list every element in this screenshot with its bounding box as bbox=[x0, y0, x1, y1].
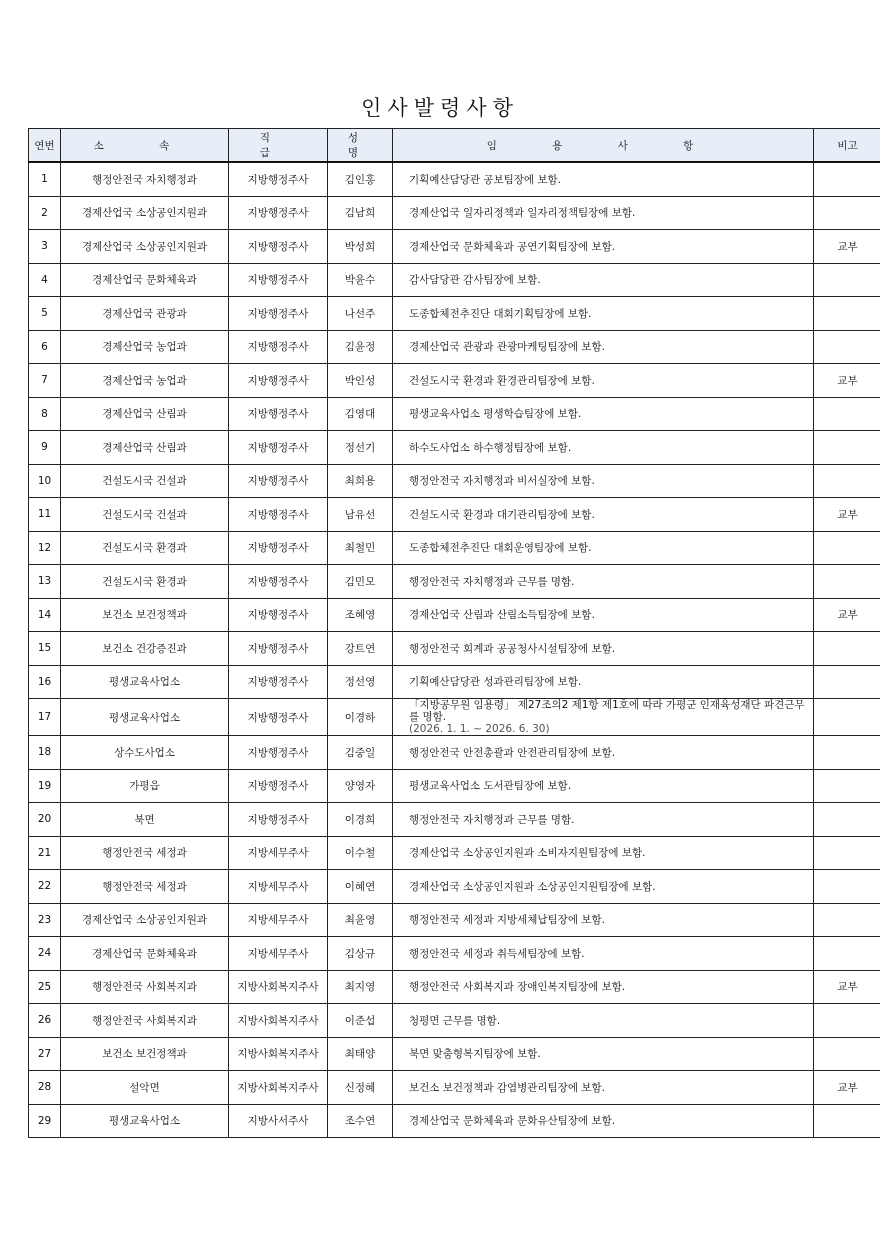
cell-appointment bbox=[393, 870, 814, 904]
cell-appointment bbox=[393, 196, 814, 230]
cell-rank: 지방행정주사 bbox=[229, 665, 328, 699]
cell-note bbox=[814, 531, 880, 565]
table-body bbox=[29, 162, 880, 1138]
cell-num: 19 bbox=[29, 769, 61, 803]
cell-note bbox=[814, 431, 880, 465]
cell-note: 교부 bbox=[814, 1071, 880, 1105]
table-row bbox=[29, 230, 880, 264]
cell-num: 22 bbox=[29, 870, 61, 904]
cell-num: 7 bbox=[29, 364, 61, 398]
cell-name: 최철민 bbox=[328, 531, 393, 565]
cell-dept: 건설도시국 건설과 bbox=[61, 464, 229, 498]
cell-name: 최희용 bbox=[328, 464, 393, 498]
cell-name: 신정혜 bbox=[328, 1071, 393, 1105]
cell-rank: 지방행정주사 bbox=[229, 330, 328, 364]
table-row bbox=[29, 162, 880, 196]
cell-name: 박인성 bbox=[328, 364, 393, 398]
cell-num: 16 bbox=[29, 665, 61, 699]
table-row bbox=[29, 431, 880, 465]
appointment-text: 행정안전국 세정과 지방세체납팀장에 보함. bbox=[409, 914, 605, 927]
cell-num: 24 bbox=[29, 937, 61, 971]
appointment-text: 경제산업국 일자리정책과 일자리정책팀장에 보함. bbox=[409, 207, 636, 220]
cell-note bbox=[814, 870, 880, 904]
appointment-text: 청평면 근무를 명함. bbox=[409, 1014, 501, 1027]
cell-num: 4 bbox=[29, 263, 61, 297]
cell-rank: 지방세무주사 bbox=[229, 870, 328, 904]
appointment-text: 경제산업국 관광과 관광마케팅팀장에 보함. bbox=[409, 341, 605, 354]
cell-rank: 지방사회복지주사 bbox=[229, 1004, 328, 1038]
cell-name: 김윤정 bbox=[328, 330, 393, 364]
cell-num: 9 bbox=[29, 431, 61, 465]
cell-name: 김중일 bbox=[328, 736, 393, 770]
appointment-text: 경제산업국 소상공인지원과 소비자지원팀장에 보함. bbox=[409, 847, 646, 860]
cell-appointment bbox=[393, 364, 814, 398]
appointment-text: 도종합체전추진단 대회기획팀장에 보함. bbox=[409, 307, 592, 320]
cell-rank: 지방행정주사 bbox=[229, 498, 328, 532]
cell-dept: 경제산업국 문화체육과 bbox=[61, 263, 229, 297]
table-row bbox=[29, 196, 880, 230]
cell-name: 조혜영 bbox=[328, 598, 393, 632]
cell-dept: 북면 bbox=[61, 803, 229, 837]
cell-appointment bbox=[393, 836, 814, 870]
table-row bbox=[29, 632, 880, 666]
cell-num: 3 bbox=[29, 230, 61, 264]
header-appointment: 임 용 사 항 bbox=[393, 129, 814, 163]
cell-rank: 지방행정주사 bbox=[229, 263, 328, 297]
appointment-text: 건설도시국 환경과 대기관리팀장에 보함. bbox=[409, 508, 595, 521]
table-row bbox=[29, 1071, 880, 1105]
cell-rank: 지방행정주사 bbox=[229, 699, 328, 736]
cell-name: 이준섭 bbox=[328, 1004, 393, 1038]
cell-note bbox=[814, 632, 880, 666]
cell-rank: 지방사서주사 bbox=[229, 1104, 328, 1138]
cell-note bbox=[814, 937, 880, 971]
cell-appointment bbox=[393, 263, 814, 297]
table-row bbox=[29, 903, 880, 937]
cell-appointment bbox=[393, 531, 814, 565]
cell-appointment bbox=[393, 699, 814, 736]
cell-dept: 설악면 bbox=[61, 1071, 229, 1105]
cell-appointment bbox=[393, 297, 814, 331]
cell-name: 최지영 bbox=[328, 970, 393, 1004]
cell-name: 최태양 bbox=[328, 1037, 393, 1071]
cell-rank: 지방세무주사 bbox=[229, 903, 328, 937]
cell-rank: 지방행정주사 bbox=[229, 565, 328, 599]
appointment-text: 행정안전국 자치행정과 비서실장에 보함. bbox=[409, 475, 595, 488]
appointment-text: 하수도사업소 하수행정팀장에 보함. bbox=[409, 441, 572, 454]
cell-dept: 경제산업국 농업과 bbox=[61, 330, 229, 364]
cell-num: 18 bbox=[29, 736, 61, 770]
cell-num: 10 bbox=[29, 464, 61, 498]
cell-name: 김남희 bbox=[328, 196, 393, 230]
cell-note bbox=[814, 397, 880, 431]
cell-note bbox=[814, 565, 880, 599]
cell-rank: 지방행정주사 bbox=[229, 162, 328, 196]
cell-dept: 경제산업국 소상공인지원과 bbox=[61, 903, 229, 937]
cell-rank: 지방행정주사 bbox=[229, 397, 328, 431]
cell-rank: 지방행정주사 bbox=[229, 736, 328, 770]
cell-num: 6 bbox=[29, 330, 61, 364]
cell-num: 25 bbox=[29, 970, 61, 1004]
cell-dept: 보건소 건강증진과 bbox=[61, 632, 229, 666]
cell-num: 28 bbox=[29, 1071, 61, 1105]
table-row bbox=[29, 531, 880, 565]
cell-rank: 지방행정주사 bbox=[229, 769, 328, 803]
cell-num: 5 bbox=[29, 297, 61, 331]
cell-appointment bbox=[393, 769, 814, 803]
cell-rank: 지방사회복지주사 bbox=[229, 970, 328, 1004]
cell-appointment bbox=[393, 1037, 814, 1071]
cell-note bbox=[814, 836, 880, 870]
appointment-text: 기획예산담당관 성과관리팀장에 보함. bbox=[409, 676, 582, 689]
appointment-text: 보건소 보건정책과 감염병관리팀장에 보함. bbox=[409, 1081, 605, 1094]
cell-num: 12 bbox=[29, 531, 61, 565]
cell-rank: 지방행정주사 bbox=[229, 297, 328, 331]
cell-name: 조수연 bbox=[328, 1104, 393, 1138]
cell-appointment bbox=[393, 937, 814, 971]
cell-name: 이혜연 bbox=[328, 870, 393, 904]
cell-note bbox=[814, 699, 880, 736]
cell-name: 남유선 bbox=[328, 498, 393, 532]
page-title: 인사발령사항 bbox=[361, 96, 519, 121]
cell-num: 8 bbox=[29, 397, 61, 431]
cell-name: 양영자 bbox=[328, 769, 393, 803]
cell-dept: 경제산업국 소상공인지원과 bbox=[61, 230, 229, 264]
cell-dept: 경제산업국 소상공인지원과 bbox=[61, 196, 229, 230]
cell-note bbox=[814, 1004, 880, 1038]
cell-dept: 행정안전국 사회복지과 bbox=[61, 1004, 229, 1038]
cell-dept: 건설도시국 건설과 bbox=[61, 498, 229, 532]
cell-dept: 경제산업국 농업과 bbox=[61, 364, 229, 398]
cell-dept: 평생교육사업소 bbox=[61, 699, 229, 736]
cell-appointment bbox=[393, 431, 814, 465]
cell-note bbox=[814, 162, 880, 196]
cell-num: 2 bbox=[29, 196, 61, 230]
appointment-text: 평생교육사업소 도서관팀장에 보함. bbox=[409, 780, 572, 793]
cell-note bbox=[814, 1037, 880, 1071]
cell-num: 1 bbox=[29, 162, 61, 196]
header-name: 성 명 bbox=[328, 129, 393, 163]
cell-name: 김영대 bbox=[328, 397, 393, 431]
cell-dept: 가평읍 bbox=[61, 769, 229, 803]
cell-num: 20 bbox=[29, 803, 61, 837]
cell-note bbox=[814, 330, 880, 364]
cell-rank: 지방행정주사 bbox=[229, 632, 328, 666]
cell-note: 교부 bbox=[814, 498, 880, 532]
cell-rank: 지방행정주사 bbox=[229, 196, 328, 230]
cell-note bbox=[814, 736, 880, 770]
cell-name: 이경희 bbox=[328, 803, 393, 837]
cell-dept: 보건소 보건정책과 bbox=[61, 598, 229, 632]
cell-dept: 행정안전국 자치행정과 bbox=[61, 162, 229, 196]
appointment-text: 행정안전국 자치행정과 근무를 명함. bbox=[409, 575, 575, 588]
cell-rank: 지방행정주사 bbox=[229, 803, 328, 837]
appointment-text: 행정안전국 회계과 공공청사시설팀장에 보함. bbox=[409, 642, 616, 655]
cell-appointment bbox=[393, 665, 814, 699]
cell-note bbox=[814, 297, 880, 331]
cell-appointment bbox=[393, 632, 814, 666]
cell-note bbox=[814, 769, 880, 803]
cell-note: 교부 bbox=[814, 364, 880, 398]
cell-appointment bbox=[393, 464, 814, 498]
cell-num: 26 bbox=[29, 1004, 61, 1038]
table-row bbox=[29, 870, 880, 904]
header-dept: 소 속 bbox=[61, 129, 229, 163]
cell-rank: 지방세무주사 bbox=[229, 836, 328, 870]
cell-name: 나선주 bbox=[328, 297, 393, 331]
cell-appointment bbox=[393, 598, 814, 632]
cell-num: 29 bbox=[29, 1104, 61, 1138]
appointment-text: 행정안전국 자치행정과 근무를 명함. bbox=[409, 813, 575, 826]
table-row bbox=[29, 699, 880, 736]
table-row bbox=[29, 1004, 880, 1038]
cell-dept: 경제산업국 관광과 bbox=[61, 297, 229, 331]
cell-appointment bbox=[393, 565, 814, 599]
cell-appointment bbox=[393, 1004, 814, 1038]
cell-appointment bbox=[393, 803, 814, 837]
cell-name: 정선기 bbox=[328, 431, 393, 465]
cell-name: 최윤영 bbox=[328, 903, 393, 937]
cell-num: 15 bbox=[29, 632, 61, 666]
cell-rank: 지방행정주사 bbox=[229, 598, 328, 632]
table-row bbox=[29, 464, 880, 498]
cell-appointment bbox=[393, 397, 814, 431]
table-row bbox=[29, 769, 880, 803]
header-note: 비고 bbox=[814, 129, 880, 163]
cell-note: 교부 bbox=[814, 598, 880, 632]
cell-dept: 상수도사업소 bbox=[61, 736, 229, 770]
header-rank: 직 급 bbox=[229, 129, 328, 163]
personnel-table bbox=[28, 128, 880, 1138]
appointment-text: 기획예산담당관 공보팀장에 보함. bbox=[409, 173, 562, 186]
cell-appointment bbox=[393, 1104, 814, 1138]
table-row bbox=[29, 397, 880, 431]
cell-dept: 행정안전국 사회복지과 bbox=[61, 970, 229, 1004]
cell-rank: 지방행정주사 bbox=[229, 364, 328, 398]
cell-name: 김민모 bbox=[328, 565, 393, 599]
cell-num: 17 bbox=[29, 699, 61, 736]
cell-appointment bbox=[393, 1071, 814, 1105]
cell-rank: 지방행정주사 bbox=[229, 230, 328, 264]
cell-note bbox=[814, 803, 880, 837]
cell-num: 14 bbox=[29, 598, 61, 632]
cell-num: 23 bbox=[29, 903, 61, 937]
cell-dept: 건설도시국 환경과 bbox=[61, 565, 229, 599]
table-row bbox=[29, 736, 880, 770]
cell-appointment bbox=[393, 498, 814, 532]
table-row bbox=[29, 263, 880, 297]
cell-dept: 보건소 보건정책과 bbox=[61, 1037, 229, 1071]
cell-dept: 경제산업국 산림과 bbox=[61, 397, 229, 431]
appointment-text: 감사담당관 감사팀장에 보함. bbox=[409, 274, 541, 287]
table-row bbox=[29, 565, 880, 599]
table-row bbox=[29, 970, 880, 1004]
cell-appointment bbox=[393, 230, 814, 264]
header-row bbox=[29, 129, 880, 163]
cell-note bbox=[814, 903, 880, 937]
appointment-text: 경제산업국 문화체육과 공연기획팀장에 보함. bbox=[409, 240, 616, 253]
table-row bbox=[29, 297, 880, 331]
appointment-text: 「지방공무원 임용령」 제27조의2 제1항 제1호에 따라 가평군 인재육성재단 파견근무를 명함. bbox=[409, 699, 805, 723]
cell-num: 13 bbox=[29, 565, 61, 599]
cell-rank: 지방사회복지주사 bbox=[229, 1071, 328, 1105]
cell-name: 김상규 bbox=[328, 937, 393, 971]
table-row bbox=[29, 1037, 880, 1071]
cell-dept: 행정안전국 세정과 bbox=[61, 836, 229, 870]
cell-num: 11 bbox=[29, 498, 61, 532]
appointment-text: 행정안전국 사회복지과 장애인복지팀장에 보함. bbox=[409, 981, 626, 994]
cell-dept: 경제산업국 문화체육과 bbox=[61, 937, 229, 971]
cell-appointment bbox=[393, 903, 814, 937]
cell-appointment bbox=[393, 162, 814, 196]
cell-name: 이경하 bbox=[328, 699, 393, 736]
table-row bbox=[29, 330, 880, 364]
header-num: 연번 bbox=[29, 129, 61, 163]
cell-dept: 건설도시국 환경과 bbox=[61, 531, 229, 565]
cell-note bbox=[814, 196, 880, 230]
cell-name: 박성희 bbox=[328, 230, 393, 264]
cell-appointment bbox=[393, 970, 814, 1004]
table-row bbox=[29, 364, 880, 398]
cell-rank: 지방사회복지주사 bbox=[229, 1037, 328, 1071]
cell-dept: 평생교육사업소 bbox=[61, 1104, 229, 1138]
cell-rank: 지방행정주사 bbox=[229, 531, 328, 565]
table-row bbox=[29, 1104, 880, 1138]
appointment-period: (2026. 1. 1. ~ 2026. 6. 30) bbox=[409, 723, 550, 735]
appointment-text: 건설도시국 환경과 환경관리팀장에 보함. bbox=[409, 374, 595, 387]
table-row bbox=[29, 498, 880, 532]
appointment-text: 북면 맞춤형복지팀장에 보함. bbox=[409, 1048, 541, 1061]
table-row bbox=[29, 598, 880, 632]
appointment-text: 경제산업국 소상공인지원과 소상공인지원팀장에 보함. bbox=[409, 880, 656, 893]
cell-rank: 지방행정주사 bbox=[229, 431, 328, 465]
table-row bbox=[29, 803, 880, 837]
appointment-text: 행정안전국 안전총괄과 안전관리팀장에 보함. bbox=[409, 746, 616, 759]
appointment-text: 경제산업국 문화체육과 문화유산팀장에 보함. bbox=[409, 1115, 616, 1128]
cell-note bbox=[814, 263, 880, 297]
cell-note bbox=[814, 1104, 880, 1138]
table-row bbox=[29, 665, 880, 699]
cell-num: 21 bbox=[29, 836, 61, 870]
cell-dept: 평생교육사업소 bbox=[61, 665, 229, 699]
cell-name: 이수철 bbox=[328, 836, 393, 870]
cell-note: 교부 bbox=[814, 230, 880, 264]
cell-note bbox=[814, 665, 880, 699]
cell-rank: 지방행정주사 bbox=[229, 464, 328, 498]
cell-num: 27 bbox=[29, 1037, 61, 1071]
cell-name: 정선영 bbox=[328, 665, 393, 699]
appointment-text: 행정안전국 세정과 취득세팀장에 보함. bbox=[409, 947, 585, 960]
cell-name: 박윤수 bbox=[328, 263, 393, 297]
cell-appointment bbox=[393, 330, 814, 364]
cell-name: 강트연 bbox=[328, 632, 393, 666]
appointment-text: 도종합체전추진단 대회운영팀장에 보함. bbox=[409, 542, 592, 555]
cell-note bbox=[814, 464, 880, 498]
table-row bbox=[29, 836, 880, 870]
cell-dept: 경제산업국 산림과 bbox=[61, 431, 229, 465]
appointment-text: 경제산업국 산림과 산림소득팀장에 보함. bbox=[409, 609, 595, 622]
cell-appointment bbox=[393, 736, 814, 770]
cell-note: 교부 bbox=[814, 970, 880, 1004]
appointment-text: 평생교육사업소 평생학습팀장에 보함. bbox=[409, 408, 582, 421]
cell-name: 김인홍 bbox=[328, 162, 393, 196]
table-header bbox=[29, 129, 880, 163]
cell-rank: 지방세무주사 bbox=[229, 937, 328, 971]
cell-dept: 행정안전국 세정과 bbox=[61, 870, 229, 904]
table-row bbox=[29, 937, 880, 971]
